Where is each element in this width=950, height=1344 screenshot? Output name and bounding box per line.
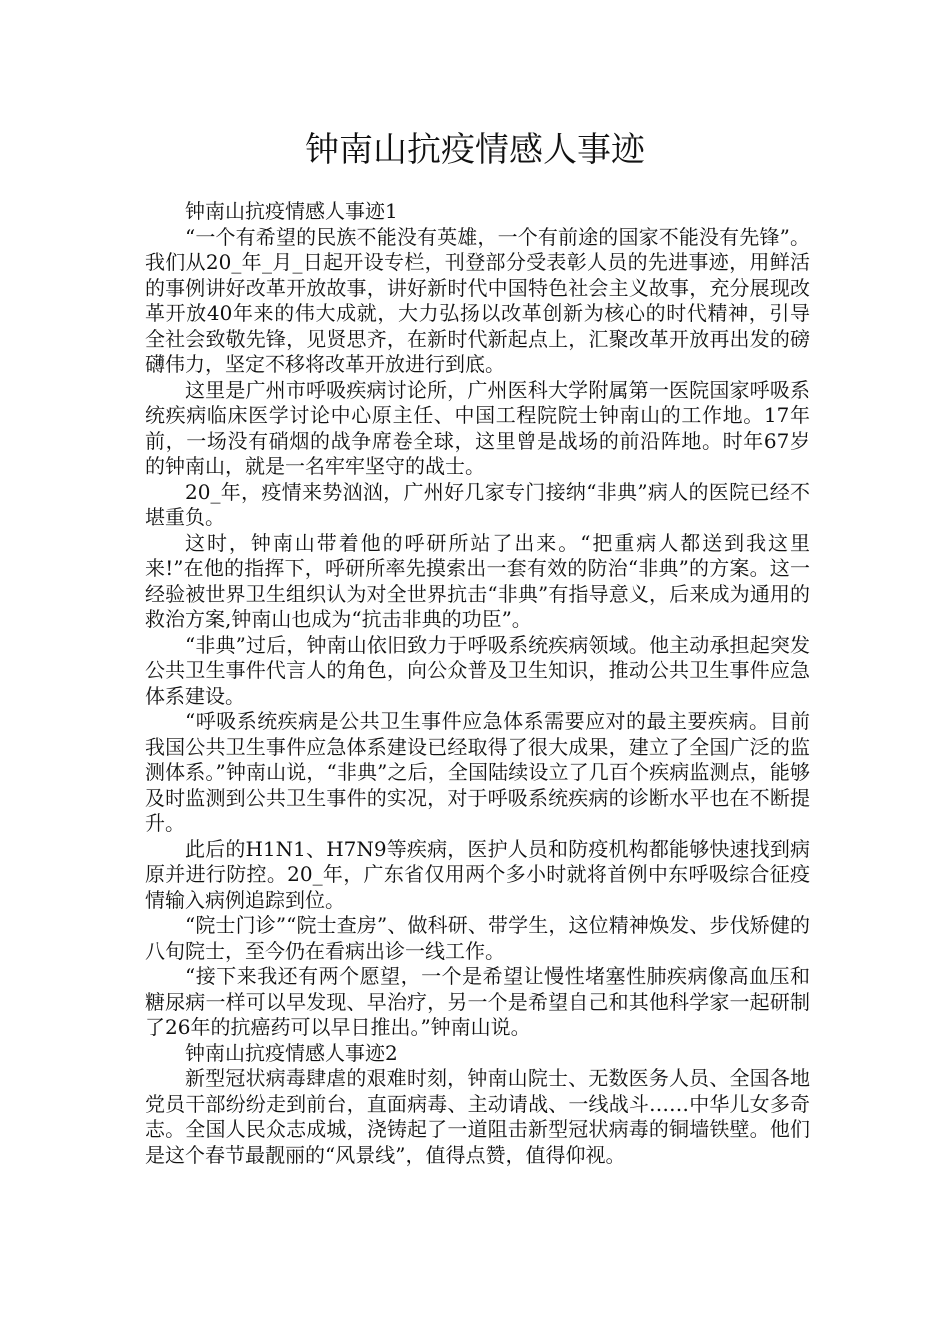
paragraph: 这里是广州市呼吸疾病讨论所，广州医科大学附属第一医院国家呼吸系统疾病临床医学讨论中心原主任、中国工程院院士钟南山的工作地。17年前，一场没有硝烟的战争席卷全球，这里曾是战场的前沿阵地。时年67岁的钟南山，就是一名牢牢坚守的战士。	[145, 377, 810, 478]
paragraph: “非典”过后，钟南山依旧致力于呼吸系统疾病领域。他主动承担起突发公共卫生事件代言人的角色，向公众普及卫生知识，推动公共卫生事件应急体系建设。	[145, 632, 810, 708]
paragraph: “一个有希望的民族不能没有英雄，一个有前途的国家不能没有先锋”。我们从20_年_月_日起开设专栏，刊登部分受表彰人员的先进事迹，用鲜活的事例讲好改革开放故事，讲好新时代中国特色社会主义故事，充分展现改革开放40年来的伟大成就，大力弘扬以改革创新为核心的时代精神，引导全社会致敬先锋，见贤思齐，在新时代新起点上，汇聚改革开放再出发的磅礴伟力，坚定不移将改革开放进行到底。	[145, 224, 810, 376]
paragraph: 20_年，疫情来势汹汹，广州好几家专门接纳“非典”病人的医院已经不堪重负。	[145, 479, 810, 529]
document-body	[145, 199, 810, 1168]
paragraph: “接下来我还有两个愿望，一个是希望让慢性堵塞性肺疾病像高血压和糖尿病一样可以早发现、早治疗，另一个是希望自己和其他科学家一起研制了26年的抗癌药可以早日推出。”钟南山说。	[145, 964, 810, 1039]
paragraph: 这时，钟南山带着他的呼研所站了出来。“把重病人都送到我这里来!”在他的指挥下，呼研所率先摸索出一套有效的防治“非典”的方案。这一经验被世界卫生组织认为对全世界抗击“非典”有指导意义，后来成为通用的救治方案,钟南山也成为“抗击非典的功臣”。	[145, 530, 810, 631]
paragraph: 新型冠状病毒肆虐的艰难时刻，钟南山院士、无数医务人员、全国各地党员干部纷纷走到前台，直面病毒、主动请战、一线战斗……中华儿女多奇志。全国人民众志成城，浇铸起了一道阻击新型冠状病毒的铜墙铁壁。他们是这个春节最靓丽的“风景线”，值得点赞，值得仰视。	[145, 1066, 810, 1167]
section-heading-2: 钟南山抗疫情感人事迹2	[185, 1040, 398, 1065]
paragraph: 此后的H1N1、H7N9等疾病，医护人员和防疫机构都能够快速找到病原并进行防控。20_年，广东省仅用两个多小时就将首例中东呼吸综合征疫情输入病例追踪到位。	[145, 836, 810, 912]
paragraph: “呼吸系统疾病是公共卫生事件应急体系需要应对的最主要疾病。目前我国公共卫生事件应急体系建设已经取得了很大成果，建立了全国广泛的监测体系。”钟南山说，“非典”之后，全国陆续设立了几百个疾病监测点，能够及时监测到公共卫生事件的实况，对于呼吸系统疾病的诊断水平也在不断提升。	[145, 709, 810, 835]
section-heading-1: 钟南山抗疫情感人事迹1	[185, 199, 398, 223]
paragraph: “院士门诊”“院士查房”、做科研、带学生，这位精神焕发、步伐矫健的八旬院士，至今仍在看病出诊一线工作。	[145, 913, 810, 963]
document-title: 钟南山抗疫情感人事迹	[305, 130, 645, 170]
